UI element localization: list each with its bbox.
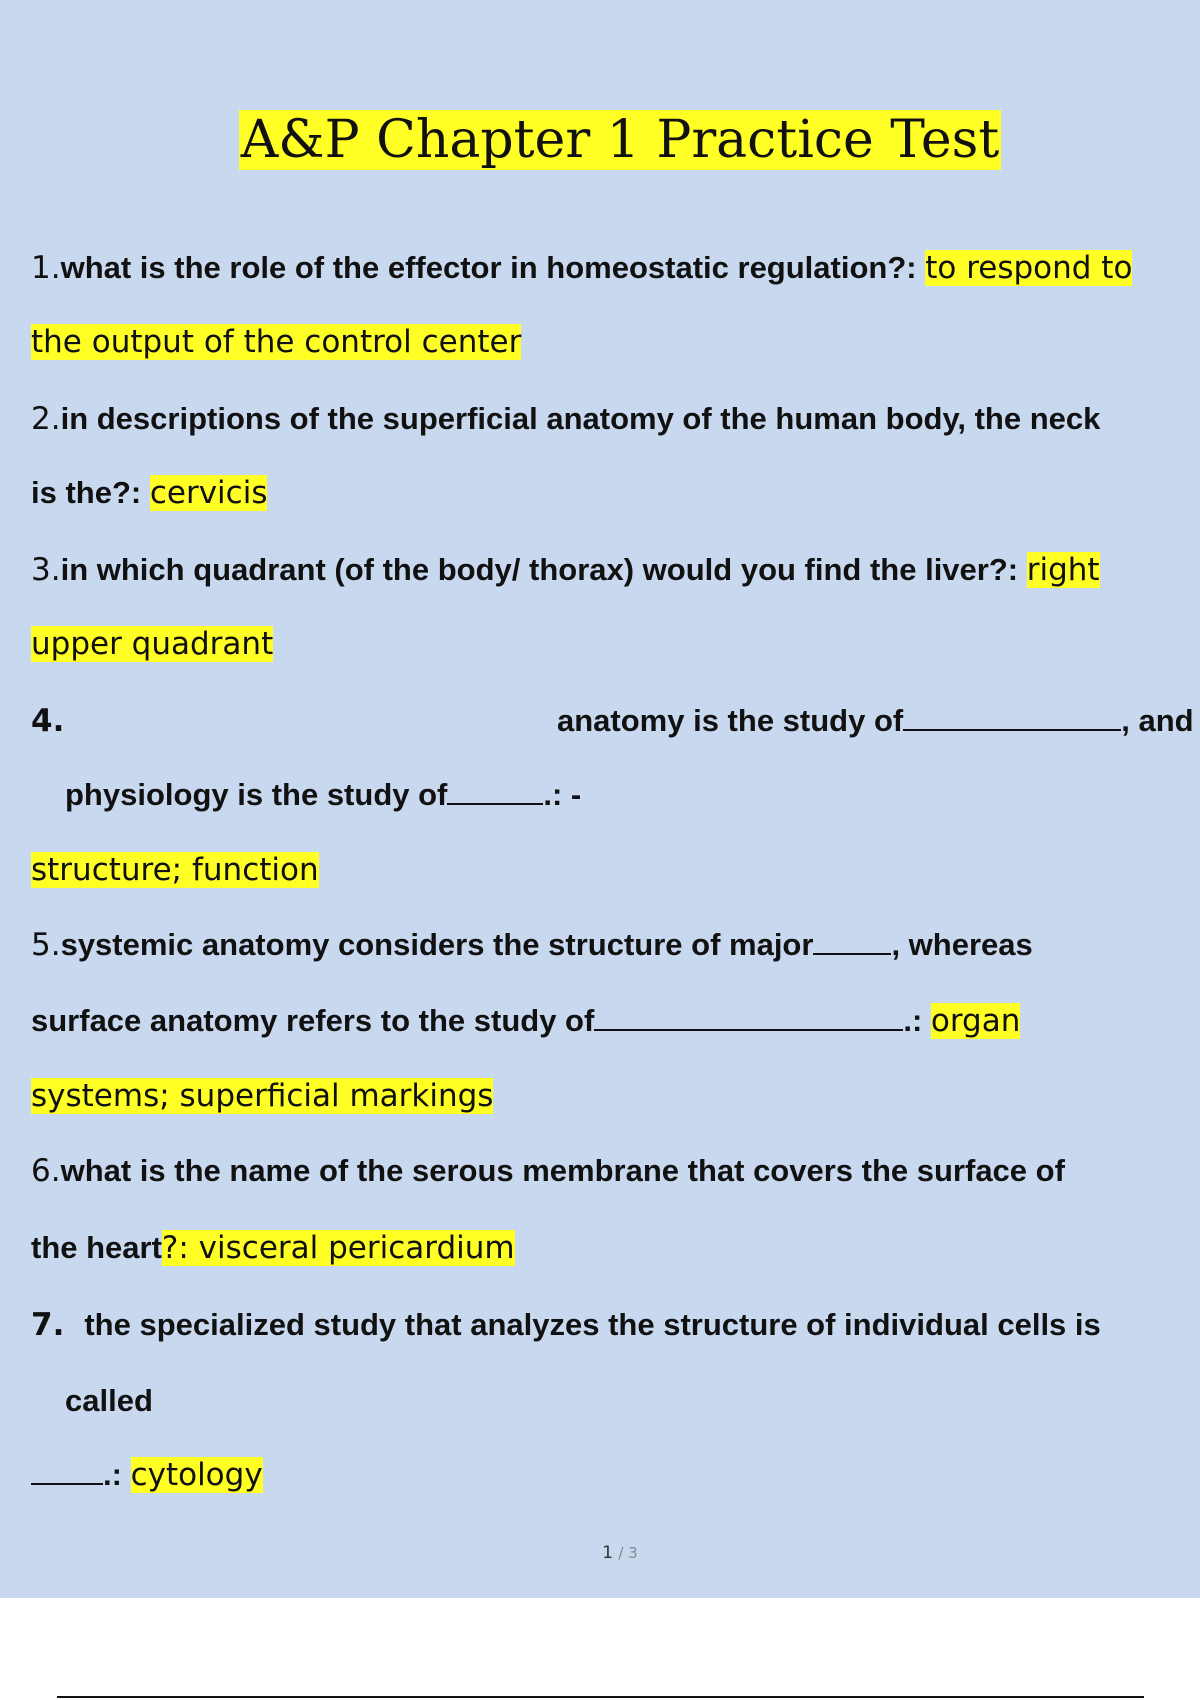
question-2-line-1	[31, 399, 1100, 439]
question-1-text: what is the role of the effector in homeostatic regulation?:	[60, 250, 926, 285]
question-4-text-part-1-end: , and	[1121, 703, 1194, 738]
question-5-line-2	[31, 1001, 1020, 1041]
page-divider-line	[57, 1696, 1144, 1698]
question-3-answer-part-1: right	[1026, 552, 1100, 588]
question-5-text-part-1-end: , whereas	[891, 927, 1033, 962]
question-1-line-1	[31, 248, 1132, 288]
question-4-number: 4.	[31, 703, 65, 739]
question-7-text-part-1: the specialized study that analyzes the structure of individual cells is	[84, 1307, 1101, 1342]
question-2-text-part-2: is the?:	[31, 475, 150, 510]
page-current: 1	[602, 1543, 614, 1563]
question-4-text-part-2: physiology is the study of	[65, 777, 448, 812]
question-7-line-2	[65, 1381, 153, 1421]
question-3-number: 3.	[31, 552, 61, 588]
question-7-line-3	[31, 1455, 263, 1495]
question-3-answer-part-2: upper quadrant	[31, 626, 274, 662]
question-5-text-part-2: surface anatomy refers to the study of	[31, 1003, 595, 1038]
question-5-answer-part-1: organ	[930, 1003, 1021, 1039]
question-4-line-2	[65, 775, 581, 815]
question-7-line-1	[31, 1305, 1101, 1345]
question-4-answer: structure; function	[31, 852, 319, 888]
question-5-number: 5.	[31, 927, 61, 963]
question-4-line-1-text	[557, 701, 1194, 741]
question-2-text-part-1: in descriptions of the superficial anatomy of the human body, the neck	[60, 401, 1101, 436]
question-4-line-3	[31, 850, 319, 890]
question-5-text-part-1: systemic anatomy considers the structure of major	[60, 927, 814, 962]
question-5-blank-2	[594, 1003, 903, 1031]
question-7-answer: cytology	[130, 1457, 263, 1493]
question-6-text-part-1: what is the name of the serous membrane that covers the surface of	[60, 1153, 1065, 1188]
question-5-text-part-2-end: .:	[903, 1003, 931, 1038]
question-7-text-part-2: called	[65, 1383, 153, 1418]
question-7-text-part-3: .:	[103, 1457, 131, 1492]
question-6-number: 6.	[31, 1153, 61, 1189]
question-6-line-2	[31, 1228, 515, 1268]
question-5-line-3	[31, 1076, 493, 1116]
question-6-answer: ?: visceral pericardium	[161, 1230, 515, 1266]
page-indicator	[0, 1543, 1200, 1563]
question-2-number: 2.	[31, 401, 61, 437]
question-4-blank-1	[903, 703, 1121, 731]
document-title	[0, 106, 1200, 174]
question-1-number: 1.	[31, 250, 61, 286]
title-text: A&P Chapter 1 Practice Test	[240, 110, 1000, 170]
question-3-text: in which quadrant (of the body/ thorax) would you find the liver?:	[60, 552, 1027, 587]
question-2-answer: cervicis	[149, 475, 268, 511]
question-7-blank	[31, 1457, 103, 1485]
question-2-line-2	[31, 473, 267, 513]
question-4-line-1	[31, 701, 64, 741]
question-5-line-1	[31, 925, 1033, 965]
question-5-blank-1	[813, 927, 891, 955]
question-1-answer-part-1: to respond to	[925, 250, 1133, 286]
question-3-line-2	[31, 624, 273, 664]
question-7-number: 7.	[31, 1307, 65, 1343]
question-1-answer-part-2: the output of the control center	[31, 324, 522, 360]
question-4-blank-2	[447, 777, 543, 805]
question-6-line-1	[31, 1151, 1065, 1191]
question-5-answer-part-2: systems; superficial markings	[31, 1078, 494, 1114]
page-total: / 3	[618, 1544, 638, 1562]
question-3-line-1	[31, 550, 1100, 590]
question-6-text-part-2: the heart	[31, 1230, 162, 1265]
question-4-text-part-1: anatomy is the study of	[557, 703, 904, 738]
question-1-line-2	[31, 322, 521, 362]
question-4-text-part-2-end: .: -	[543, 777, 582, 812]
